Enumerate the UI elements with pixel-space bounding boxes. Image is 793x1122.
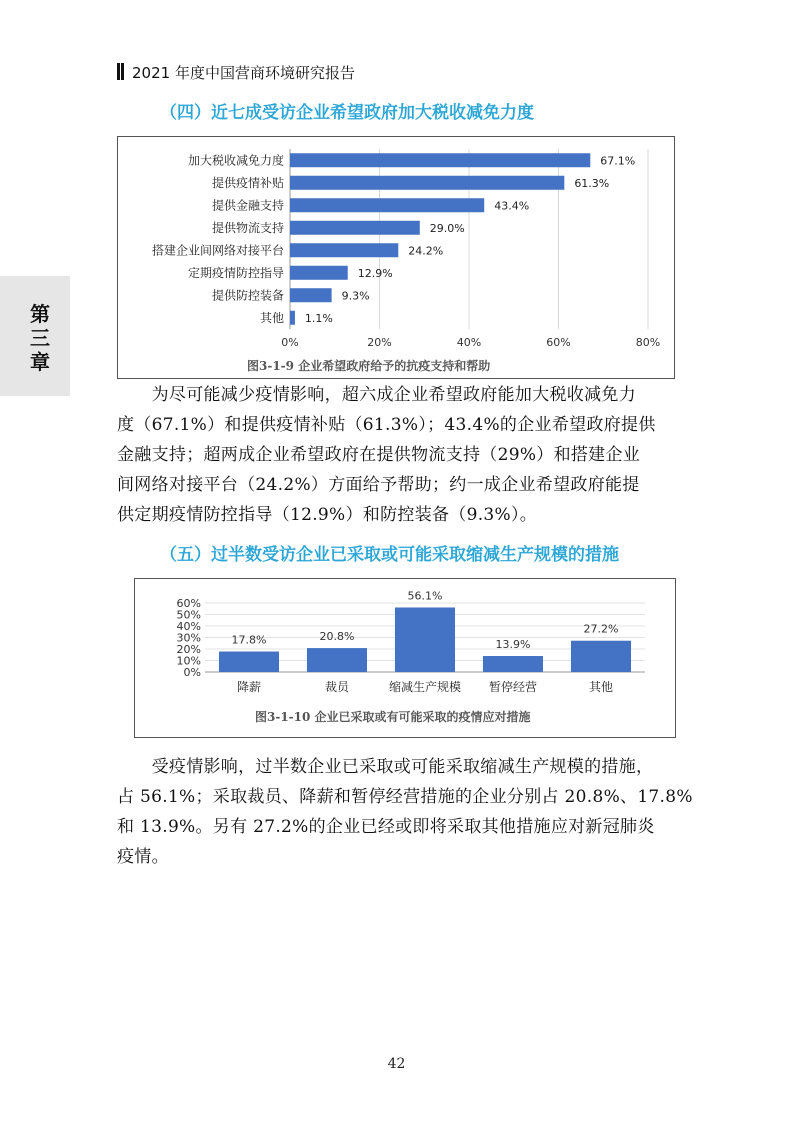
bar bbox=[290, 288, 332, 302]
bar bbox=[290, 221, 420, 235]
paragraph-line: 为尽可能减少疫情影响，超六成企业希望政府能加大税收减免力 bbox=[117, 385, 636, 405]
data-label: 29.0% bbox=[429, 221, 465, 235]
paragraph-line: 占 56.1%；采取裁员、降薪和暂停经营措施的企业分别占 20.8%、17.8% bbox=[117, 787, 693, 807]
y-tick-label: 50% bbox=[176, 608, 201, 622]
paragraph-line: 受疫情影响，过半数企业已采取或可能采取缩减生产规模的措施， bbox=[117, 757, 654, 777]
data-label: 24.2% bbox=[408, 244, 444, 258]
category-label: 降薪 bbox=[236, 680, 262, 694]
bar bbox=[571, 641, 631, 672]
header-marker bbox=[117, 63, 124, 80]
bar bbox=[395, 607, 455, 672]
category-label: 暂停经营 bbox=[488, 680, 538, 694]
bar bbox=[219, 652, 279, 672]
y-tick-label: 60% bbox=[176, 597, 201, 610]
section-title-4: （四）近七成受访企业希望政府加大税收减免力度 bbox=[160, 103, 534, 123]
paragraph-line: 供定期疫情防控指导（12.9%）和防控装备（9.3%）。 bbox=[117, 505, 538, 525]
bar bbox=[290, 176, 564, 190]
data-label: 27.2% bbox=[583, 622, 619, 636]
running-title: 2021 年度中国营商环境研究报告 bbox=[132, 64, 355, 82]
category-label: 定期疫情防控指导 bbox=[187, 265, 284, 280]
data-label: 67.1% bbox=[600, 154, 636, 168]
category-label: 搭建企业间网络对接平台 bbox=[151, 243, 284, 258]
chart-horizontal-bar bbox=[118, 137, 674, 378]
paragraph-2 bbox=[117, 752, 693, 872]
bar bbox=[290, 311, 295, 325]
x-tick-label: 40% bbox=[456, 336, 482, 349]
x-tick-label: 20% bbox=[367, 336, 392, 349]
paragraph-line: 度（67.1%）和提供疫情补贴（61.3%）；43.4%的企业希望政府提供 bbox=[117, 415, 656, 435]
category-label: 其他 bbox=[259, 310, 284, 325]
category-label: 缩减生产规模 bbox=[388, 680, 462, 694]
paragraph-line: 疫情。 bbox=[117, 847, 169, 867]
bar bbox=[483, 656, 543, 672]
y-tick-label: 0% bbox=[183, 666, 201, 679]
data-label: 56.1% bbox=[407, 589, 443, 603]
bar bbox=[290, 266, 348, 280]
chapter-tab-label: 第三章 bbox=[30, 302, 50, 374]
category-label: 加大税收减免力度 bbox=[187, 153, 284, 168]
y-tick-label: 10% bbox=[176, 654, 201, 668]
y-tick-label: 20% bbox=[176, 643, 201, 656]
y-tick-label: 40% bbox=[176, 620, 201, 633]
x-tick-label: 60% bbox=[546, 336, 571, 349]
bar bbox=[307, 648, 367, 672]
data-label: 43.4% bbox=[494, 199, 530, 213]
page-number: 42 bbox=[387, 1056, 406, 1072]
category-label: 提供防控装备 bbox=[211, 288, 284, 303]
figure-caption-1: 图3-1-9 企业希望政府给予的抗疫支持和帮助 bbox=[247, 359, 491, 373]
category-label: 其他 bbox=[588, 680, 614, 694]
category-label: 提供疫情补贴 bbox=[211, 175, 284, 190]
category-label: 提供物流支持 bbox=[211, 220, 284, 235]
data-label: 13.9% bbox=[495, 638, 531, 652]
data-label: 9.3% bbox=[341, 289, 370, 303]
y-tick-label: 30% bbox=[176, 631, 201, 645]
bar bbox=[290, 198, 484, 212]
data-label: 1.1% bbox=[304, 311, 333, 325]
paragraph-line: 金融支持；超两成企业希望政府在提供物流支持（29%）和搭建企业 bbox=[117, 445, 641, 465]
data-label: 61.3% bbox=[574, 176, 610, 190]
x-tick-label: 0% bbox=[281, 336, 299, 349]
data-label: 17.8% bbox=[231, 633, 267, 647]
paragraph-line: 间网络对接平台（24.2%）方面给予帮助；约一成企业希望政府能提 bbox=[117, 475, 640, 495]
x-tick-label: 80% bbox=[635, 336, 661, 349]
data-label: 12.9% bbox=[357, 266, 393, 280]
paragraph-1 bbox=[117, 380, 656, 530]
bar bbox=[290, 153, 590, 167]
data-label: 20.8% bbox=[319, 630, 355, 644]
chart-frame-1 bbox=[117, 136, 675, 379]
category-label: 裁员 bbox=[324, 680, 350, 694]
category-label: 提供金融支持 bbox=[211, 198, 284, 213]
paragraph-line: 和 13.9%。另有 27.2%的企业已经或即将采取其他措施应对新冠肺炎 bbox=[117, 817, 655, 837]
bar bbox=[290, 243, 398, 257]
figure-caption-2: 图3-1-10 企业已采取或有可能采取的疫情应对措施 bbox=[255, 710, 531, 724]
section-title-5: （五）过半数受访企业已采取或可能采取缩减生产规模的措施 bbox=[160, 545, 619, 565]
